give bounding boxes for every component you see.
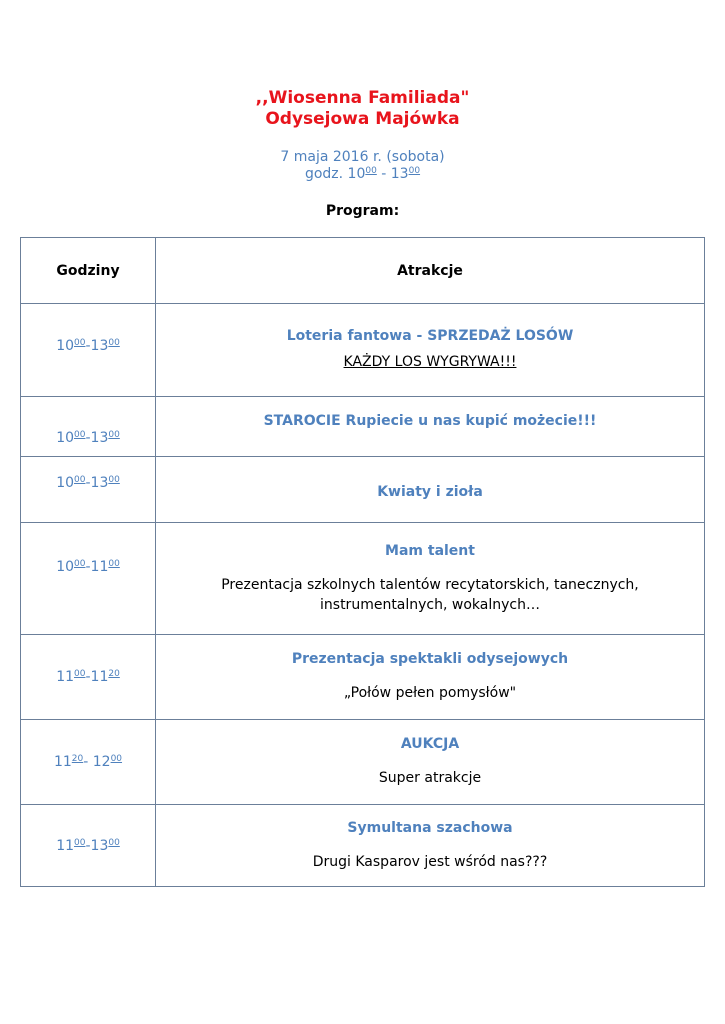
event-subtitle: Odysejowa Majówka (265, 109, 460, 129)
attraction-desc: Drugi Kasparov jest wśród nas??? (312, 853, 548, 870)
hours-prefix: godz. 10 (304, 166, 366, 182)
attraction-title: Kwiaty i zioła (377, 483, 483, 500)
attraction-cell (156, 805, 705, 887)
hours-mid: - 13 (376, 166, 409, 182)
attraction-title: AUKCJA (400, 736, 460, 752)
time-cell: $10^{00}-13^{00}$ (21, 397, 156, 457)
attraction-cell (156, 635, 705, 720)
header-attractions: Atrakcje (156, 238, 705, 304)
time-cell: $11^{20}-$ $12^{00}$ (21, 720, 156, 805)
table-row (21, 457, 705, 523)
table-row (21, 397, 705, 457)
attraction-cell (156, 304, 705, 397)
attraction-title: Loteria fantowa - SPRZEDAŻ LOSÓW (286, 328, 574, 344)
attraction-title: STAROCIE Rupiecie u nas kupić możecie!!! (263, 412, 597, 429)
time-cell: $10^{00}-13^{00}$ (21, 304, 156, 397)
table-row (21, 523, 705, 635)
table-row (21, 635, 705, 720)
event-hours (0, 166, 725, 182)
attraction-cell (156, 397, 705, 457)
time-cell: $10^{00}-11^{00}$ (21, 523, 156, 635)
event-title: ,,Wiosenna Familiada" (255, 88, 470, 108)
attraction-desc: KAŻDY LOS WYGRYWA!!! (343, 354, 517, 370)
time-cell: $11^{00}-11^{20}$ (21, 635, 156, 720)
attraction-desc: Super atrakcje (378, 770, 482, 786)
table-header-row (21, 238, 705, 304)
time-cell: $10^{00}-13^{00}$ (21, 457, 156, 523)
program-table (20, 237, 705, 887)
table-row (21, 805, 705, 887)
attraction-cell (156, 457, 705, 523)
attraction-title: Mam talent (385, 542, 475, 559)
program-label: Program: (325, 203, 400, 219)
attraction-cell (156, 720, 705, 805)
attraction-desc: „Połów pełen pomysłów" (343, 685, 517, 701)
table-row (21, 720, 705, 805)
hours-end-minutes: 00 (408, 166, 421, 176)
attraction-desc: Prezentacja szkolnych talentów recytatorskich, tanecznych, instrumentalnych, wokalnych… (221, 576, 639, 613)
attraction-cell (156, 523, 705, 635)
attraction-title: Symultana szachowa (347, 819, 513, 836)
attraction-title: Prezentacja spektakli odysejowych (291, 651, 569, 667)
hours-start-minutes: 00 (365, 166, 377, 176)
table-row (21, 304, 705, 397)
header-hours: Godziny (21, 238, 156, 304)
time-cell: $11^{00}-13^{00}$ (21, 805, 156, 887)
event-date: 7 maja 2016 r. (sobota) (280, 149, 445, 165)
